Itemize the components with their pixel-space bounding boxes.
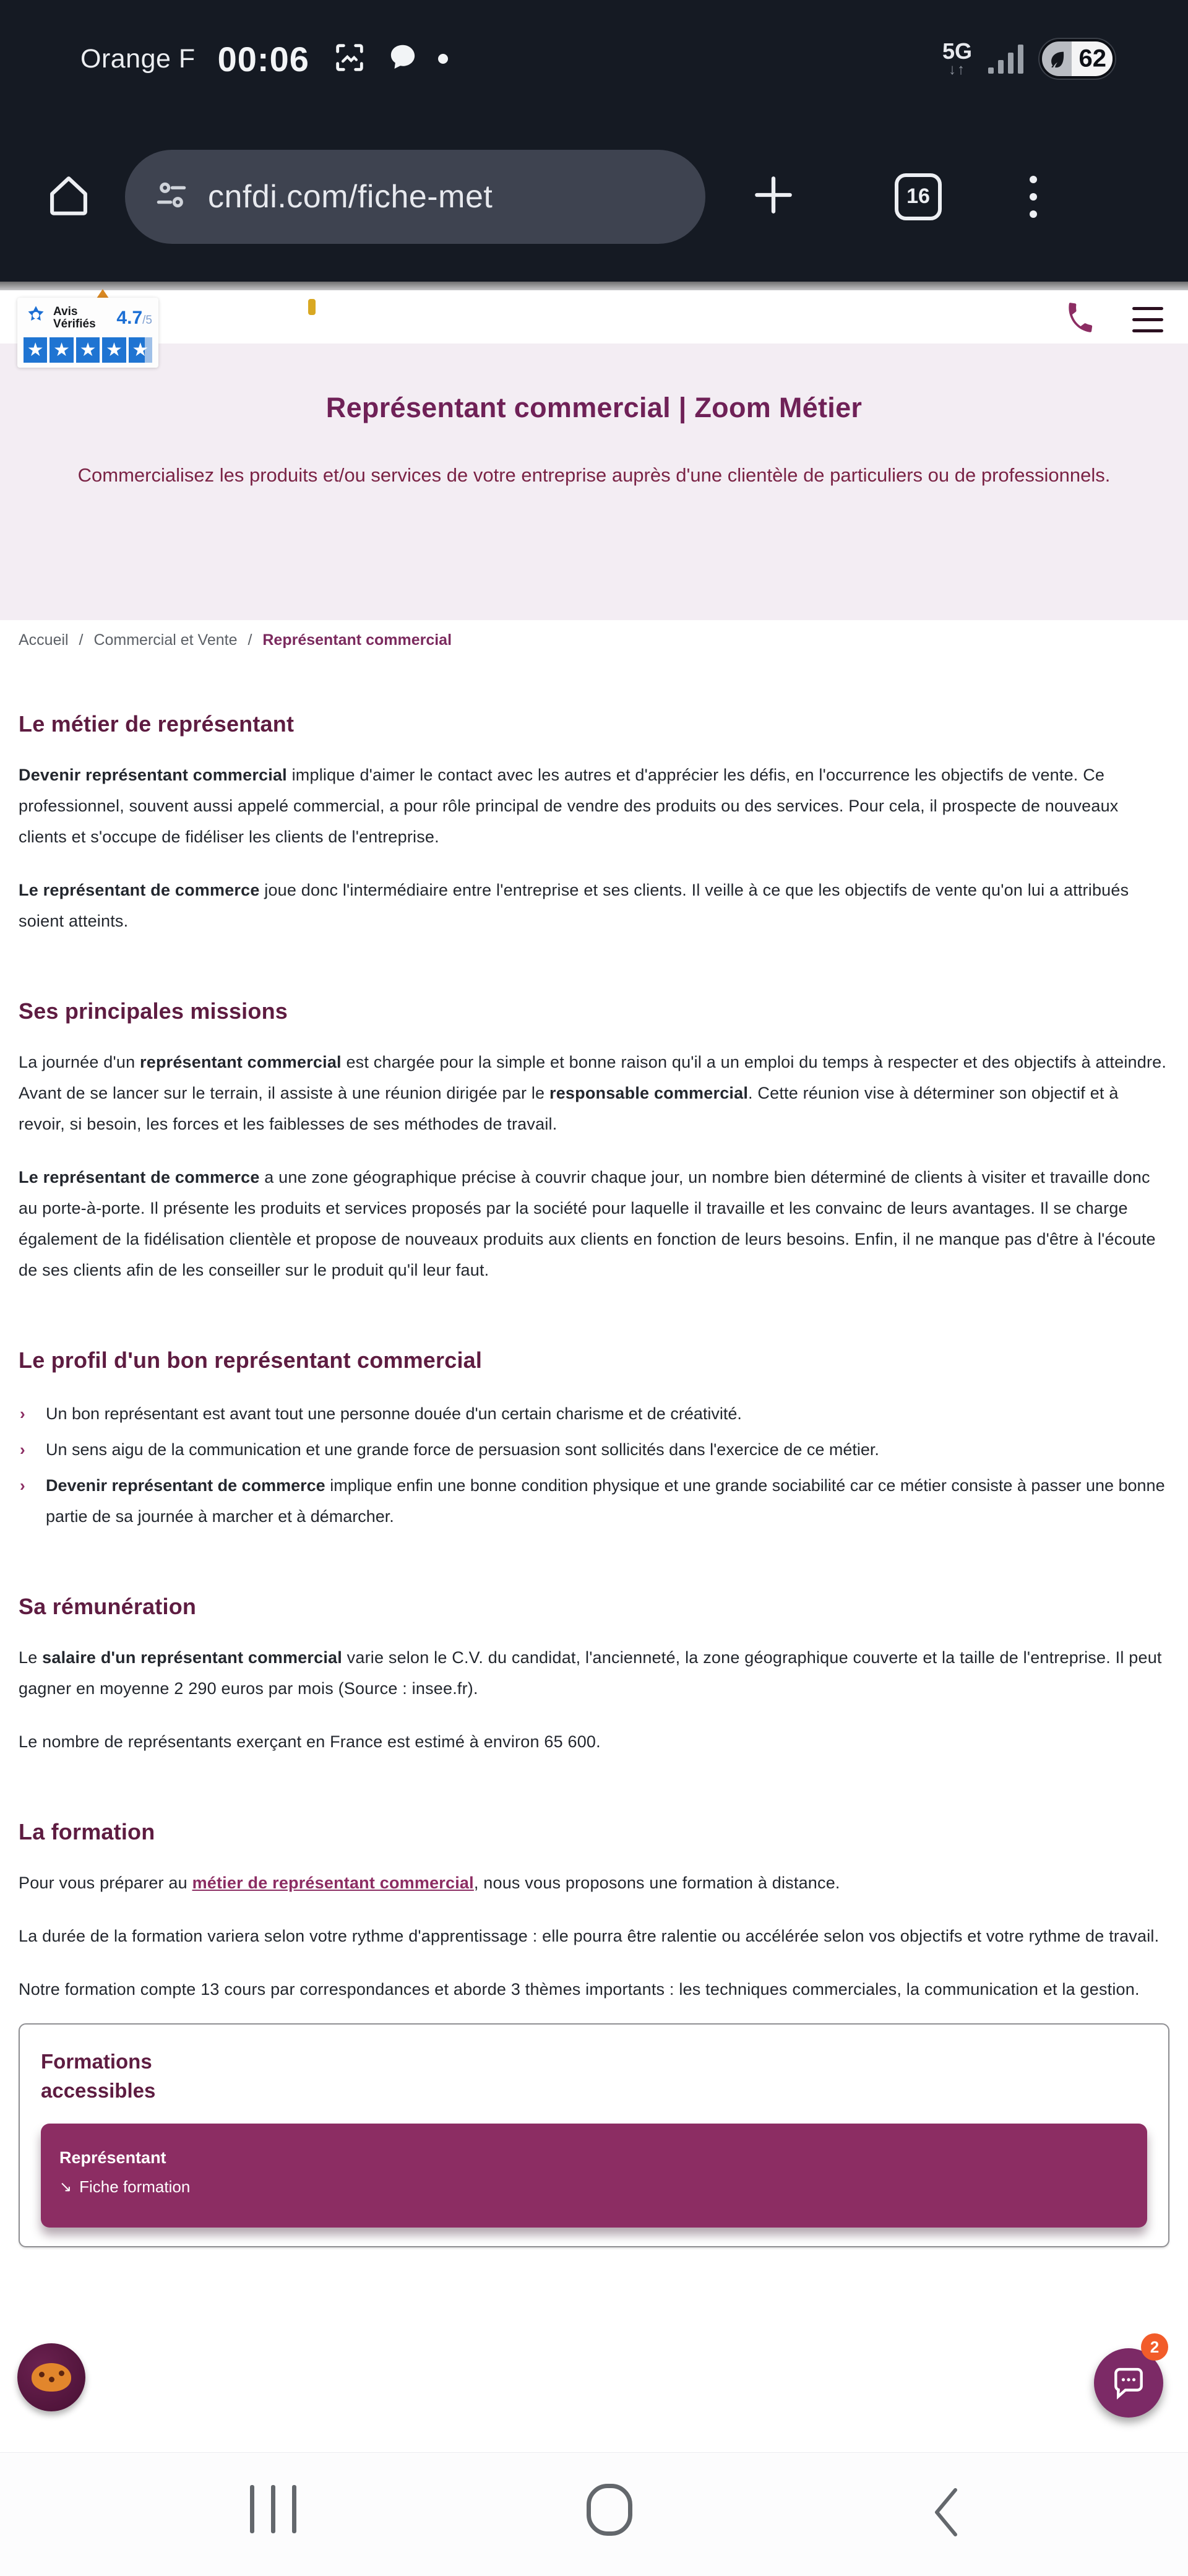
screenshot-icon (332, 40, 368, 79)
tab-count: 16 (906, 184, 930, 208)
formation-banner-title: Représentant (59, 2148, 166, 2167)
recents-button[interactable] (250, 2485, 296, 2533)
chat-unread-badge: 2 (1141, 2333, 1168, 2361)
carrier-label: Orange F (80, 43, 196, 74)
paragraph: Notre formation compte 13 cours par correspondances et aborde 3 thèmes importants : les techniques commerciales, la communication et la gestion. (19, 1980, 1140, 1999)
arrow-icon: ↘ (59, 2179, 72, 2195)
breadcrumb-current: Représentant commercial (262, 631, 452, 649)
site-header (0, 290, 1188, 360)
chat-bubble-icon (1109, 2364, 1148, 2402)
formations-card-title: Formations accessibles (41, 2050, 156, 2102)
list-item: › Un bon représentant est avant tout une personne douée d'un certain charisme et de créativité. (19, 1398, 1169, 1429)
section-heading-profil: Le profil d'un bon représentant commercial (19, 1347, 483, 1373)
paragraph: Devenir représentant commercial implique d'aimer le contact avec les autres et d'apprécier les défis, en l'occurrence les objectifs de vente. Ce professionnel, souvent aussi appelé commercial, a pour rôle principal de vendre des produits ou des services. Pour cela, il prospecte de nouveaux clients et s'occupe de fidéliser les clients de l'entreprise. (19, 766, 1119, 846)
hero-section (0, 344, 1188, 620)
tabs-button[interactable] (895, 173, 942, 220)
list-item: › Un sens aigu de la communication et une grande force de persuasion sont sollicités dans l'exercice de ce métier. (19, 1434, 1169, 1465)
section-heading-formation: La formation (19, 1819, 155, 1844)
formations-card (19, 2023, 1169, 2247)
rating-score: 4.7/5 (116, 307, 152, 328)
signal-strength-icon (988, 44, 1023, 74)
chevron-bullet-icon: › (20, 1440, 25, 1459)
webpage (0, 282, 1188, 2247)
url-bar[interactable] (125, 150, 705, 244)
clock: 00:06 (217, 39, 309, 79)
paragraph: Le nombre de représentants exerçant en France est estimé à environ 65 600. (19, 1732, 601, 1751)
star-icon: ★ (102, 337, 126, 363)
url-text[interactable]: cnfdi.com/fiche-met (208, 178, 493, 215)
power-saving-leaf-icon (1047, 48, 1068, 69)
browser-toolbar (0, 111, 1188, 282)
new-tab-button[interactable] (749, 170, 798, 223)
section-heading-remuneration: Sa rémunération (19, 1594, 197, 1619)
star-icon: ★ (50, 337, 73, 363)
paragraph: La journée d'un représentant commercial est chargée pour la simple et bonne raison qu'il a un emploi du temps à respecter et des objectifs à atteindre. Avant de se lancer sur le terrain, il assiste à une réunion dirigée par le responsable commercial. Cette réunion vise à déterminer son objectif et à revoir, si besoin, les forces et les faiblesses de ses méthodes de travail. (19, 1053, 1167, 1133)
list-item: › Devenir représentant de commerce implique enfin une bonne condition physique et une grande sociabilité car ce métier consiste à passer une bonne partie de sa journée à marcher et à démarcher. (19, 1470, 1169, 1532)
fiche-formation-link[interactable]: ↘ Fiche formation (59, 2177, 191, 2196)
paragraph: Le représentant de commerce joue donc l'intermédiaire entre l'entreprise et ses clients. Il veille à ce que les objectifs de vente qu'on lui a attribués soient atteints. (19, 881, 1129, 930)
mascot-face (32, 2363, 71, 2392)
rating-stars (24, 337, 152, 363)
formation-banner[interactable] (41, 2124, 1147, 2228)
paragraph: Pour vous préparer au métier de représentant commercial, nous vous proposons une formation à distance. (19, 1874, 840, 1892)
page-subtitle: Commercialisez les produits et/ou services de votre entreprise auprès d'une clientèle de particuliers ou de professionnels. (77, 464, 1111, 486)
status-bar (0, 0, 1188, 111)
paragraph: Le représentant de commerce a une zone géographique précise à couvrir chaque jour, un nombre bien déterminé de clients à visiter et travaille donc au porte-à-porte. Il présente les produits et services proposés par la société pour laquelle il travaille et les convainc de leurs avantages. Il se charge également de la fidélisation clientèle et propose de nouveaux produits aux clients en fonction de leurs besoins. Enfin, il ne manque pas d'être à l'écoute de ses clients afin de les conseiller sur le produit qu'il leur faut. (19, 1168, 1156, 1279)
notification-dot-icon (438, 54, 448, 64)
phone-call-button[interactable] (1063, 301, 1096, 338)
paragraph: Le salaire d'un représentant commercial varie selon le C.V. du candidat, l'ancienneté, la zone géographique couverte et la taille de l'entreprise. Il peut gagner en moyenne 2 290 euros par mois (Source : insee.fr). (19, 1648, 1162, 1698)
mascot-avatar[interactable] (17, 2343, 85, 2411)
breadcrumb-category-link[interactable]: Commercial et Vente (93, 631, 238, 649)
menu-hamburger-button[interactable] (1132, 307, 1163, 332)
star-icon: ★ (24, 337, 47, 363)
star-icon: ★ (76, 337, 100, 363)
section-heading-metier: Le métier de représentant (19, 711, 295, 737)
android-home-button[interactable] (587, 2484, 632, 2536)
page-title: Représentant commercial | Zoom Métier (325, 392, 863, 423)
breadcrumb-home-link[interactable]: Accueil (19, 631, 69, 649)
site-logo-fragment (308, 299, 316, 315)
home-button[interactable] (42, 168, 95, 225)
chrome-page-separator (0, 282, 1188, 290)
chevron-bullet-icon: › (20, 1404, 25, 1423)
article-content (0, 711, 1188, 2247)
avis-verifies-badge[interactable] (17, 298, 158, 368)
tune-icon[interactable] (152, 176, 191, 217)
avis-verifies-logo-icon (24, 304, 48, 332)
avis-verifies-label: Avis Vérifiés (53, 305, 96, 331)
battery-indicator: 62 (1040, 39, 1115, 79)
back-button[interactable] (929, 2485, 960, 2543)
breadcrumb: Accueil / Commercial et Vente / Représentant commercial (19, 631, 452, 649)
browser-menu-button[interactable] (1030, 176, 1037, 218)
star-icon: ★ (129, 337, 152, 363)
notification-message-icon (386, 41, 420, 77)
paragraph: La durée de la formation variera selon votre rythme d'apprentissage : elle pourra être ralentie ou accélérée selon vos objectifs et votre rythme de travail. (19, 1927, 1160, 1945)
system-navigation-bar (0, 2452, 1188, 2576)
network-type-indicator: 5G ↓↑ (942, 38, 972, 78)
section-heading-missions: Ses principales missions (19, 998, 288, 1024)
profile-bullet-list (19, 1398, 1169, 1532)
chevron-bullet-icon: › (20, 1476, 25, 1495)
